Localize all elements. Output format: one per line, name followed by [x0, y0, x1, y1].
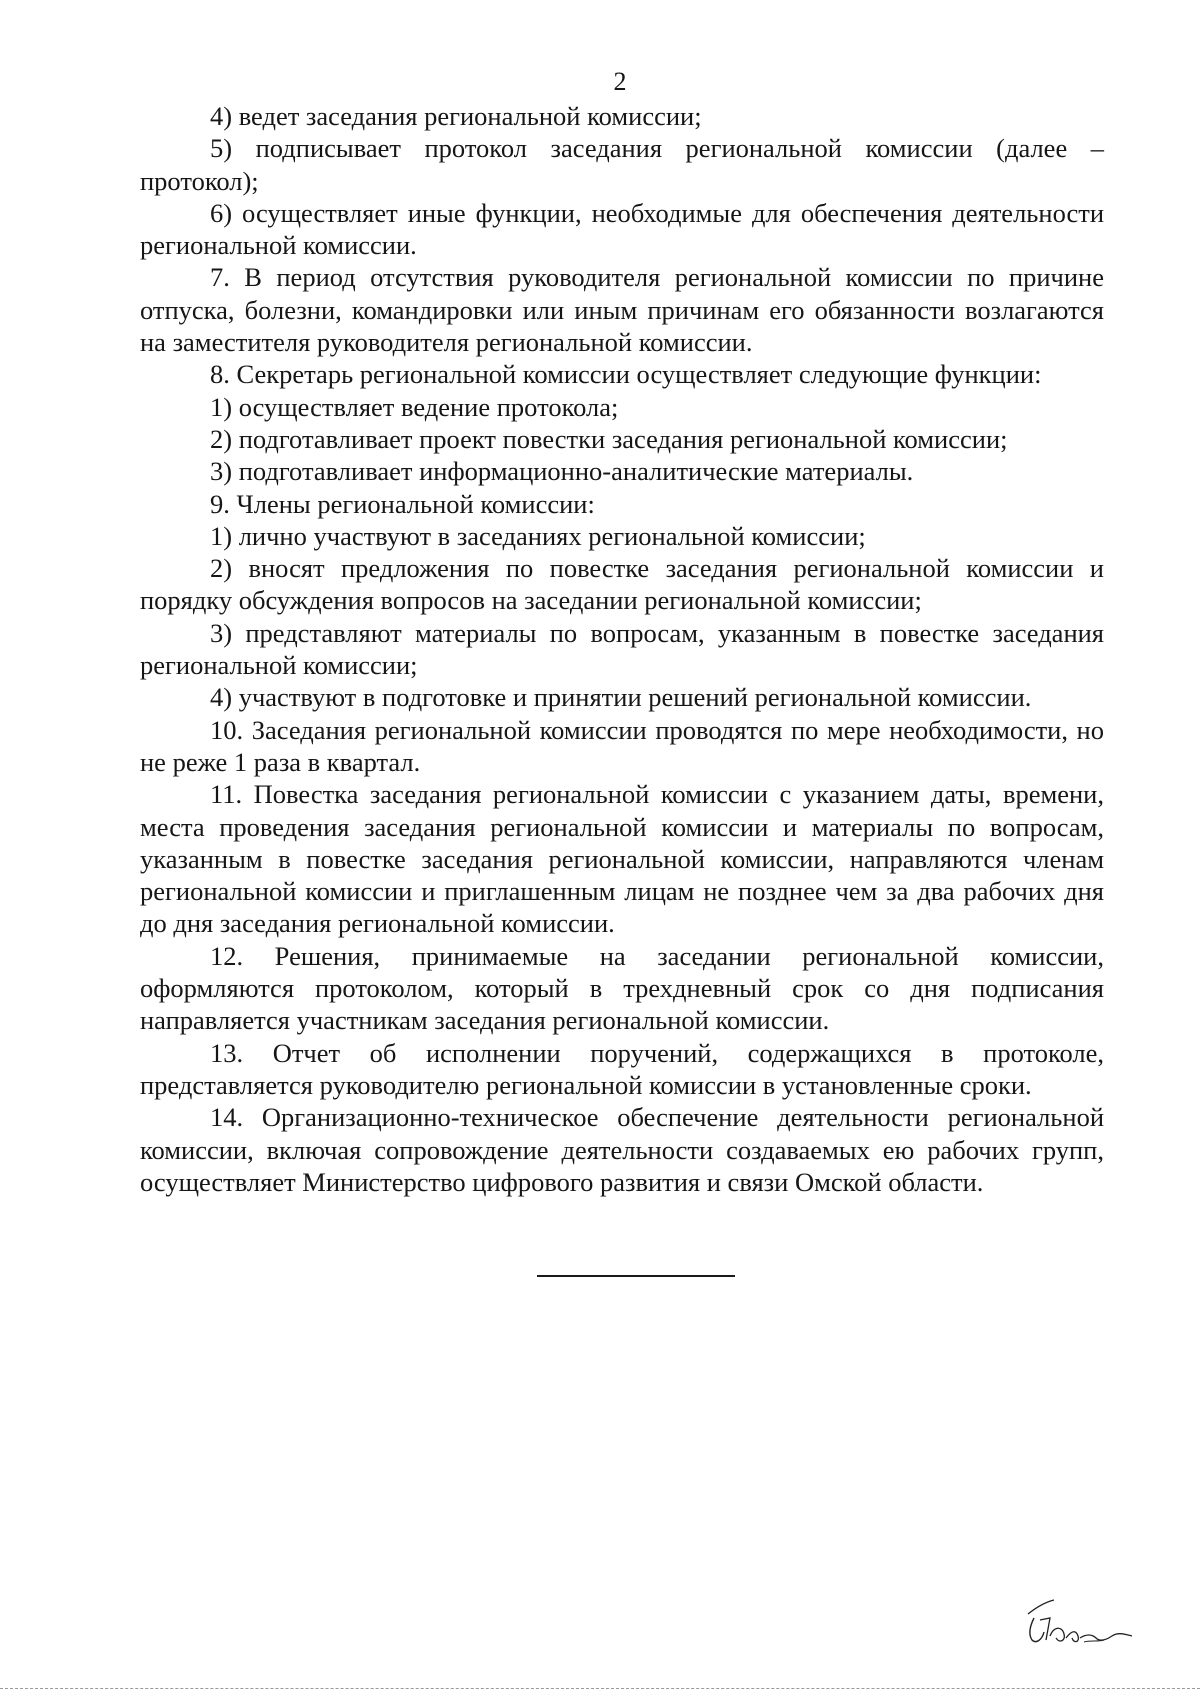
end-divider-line	[537, 1275, 735, 1277]
paragraph-11: 11. Повестка заседания региональной комиссии с указанием даты, времени, места проведения заседания региональной комиссии и материалы по вопросам, указанным в повестке заседания региональной комиссии, направляются членам региональной комиссии и приглашенным лицам не позднее чем за два рабочих дня до дня заседания региональной комиссии.	[140, 779, 1104, 939]
paragraph-secretary-1: 1) осуществляет ведение протокола;	[210, 391, 619, 422]
paragraph-9: 9. Члены региональной комиссии:	[210, 488, 595, 519]
handwritten-signature-icon	[1020, 1596, 1140, 1656]
paragraph-chair-6: 6) осуществляет иные функции, необходимые для обеспечения деятельности региональной комиссии.	[140, 197, 1104, 261]
paragraph-10: 10. Заседания региональной комиссии проводятся по мере необходимости, но не реже 1 раза в квартал.	[140, 714, 1104, 777]
paragraph-secretary-2: 2) подготавливает проект повестки заседания региональной комиссии;	[210, 423, 1008, 454]
paragraph-14: 14. Организационно-техническое обеспечение деятельности региональной комиссии, включая сопровождение деятельности создаваемых ею рабочих групп, осуществляет Министерство цифрового развития и связи Омской области.	[140, 1102, 1104, 1197]
paragraph-members-3: 3) представляют материалы по вопросам, указанным в повестке заседания региональной комиссии;	[140, 617, 1104, 681]
paragraph-13: 13. Отчет об исполнении поручений, содержащихся в протоколе, представляется руководителю региональной комиссии в установленные сроки.	[140, 1037, 1104, 1100]
paragraph-members-4: 4) участвуют в подготовке и принятии решений региональной комиссии.	[210, 682, 1032, 713]
paragraph-12: 12. Решения, принимаемые на заседании региональной комиссии, оформляются протоколом, который в трехдневный срок со дня подписания направляется участникам заседания региональной комиссии.	[140, 940, 1104, 1036]
page-number: 2	[613, 67, 627, 96]
paragraph-members-1: 1) лично участвуют в заседаниях региональной комиссии;	[210, 520, 866, 551]
paragraph-secretary-3: 3) подготавливает информационно-аналитические материалы.	[210, 456, 914, 487]
paragraph-members-2: 2) вносят предложения по повестке заседания региональной комиссии и порядку обсуждения вопросов на заседании региональной комиссии;	[140, 553, 1104, 616]
document-body	[140, 100, 1104, 1198]
paragraph-8: 8. Секретарь региональной комиссии осуществляет следующие функции:	[210, 359, 1042, 390]
paragraph-chair-4: 4) ведет заседания региональной комиссии;	[210, 101, 702, 131]
scan-bottom-edge	[0, 1688, 1200, 1689]
paragraph-chair-5: 5) подписывает протокол заседания региональной комиссии (далее – протокол);	[140, 133, 1104, 196]
paragraph-7: 7. В период отсутствия руководителя региональной комиссии по причине отпуска, болезни, командировки или иным причинам его обязанности возлагаются на заместителя руководителя региональной комиссии.	[140, 262, 1104, 358]
